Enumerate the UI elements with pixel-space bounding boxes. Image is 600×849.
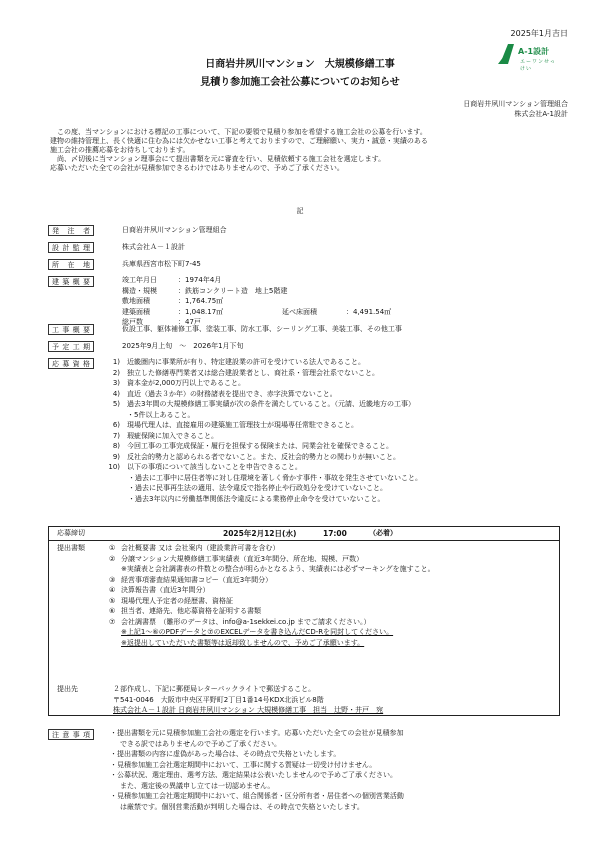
docs-list: ① 会社概要書 又は 会社案内（建設業許可書を含む） ② 分譲マンション大規模修繕工事実績表（直近3年間分、所在地、規模、戸数） ※実績表と会社調書表の件数との整合が明らかとなるよう、実績表には必ずマーキングを施すこと。 ③ 経営事項審査結果通知書コピー（直近3年間分） ④ 決算報告書（直近3年間分） ⑤ 現場代理人予定者の経歴書、資格証 ⑥ 担当者、連絡先、他応募資格を証明する書類 ⑦ 会社調書票 （雛形のデータは、info@a-1sekkei.co.jp までご請求ください。） ※上記1～⑥のPDFデータと⑦のEXCELデータを書き込んだCD-Rを同封してください。 ※返提出していただいた書類等は返却致しませんので、予めご了承願います。	[109, 544, 555, 649]
qualification-list: 1) 近畿圏内に事業所が有り、特定建設業の許可を受けている法人であること。 2) 独立した修繕専門業者又は総合建設業者とし、商社系・管理会社系でないこと。 3) 資本金が2,000万円以上であること。 4) 直近（過去３か年）の財務諸表を提出でき、赤字決算でないこと。 5) 過去3年間の大規模修繕工事実績が次の条件を満たしていること。（元請、近畿地方の工事） ・5件以上あること。 6) 現場代理人は、直接雇用の建築施工管理技士が現場専任常駐できること。 7) 瑕疵保険に加入できること。 8) 今回工事の工事完成保証・履行を担保する保険または、同業会社を確保できること。 9) 反社会的勢力と認められる者でないこと。また、反社会的勢力との関わりが無いこと。 10) 以下の事項について該当しないことを申告できること。 ・過去に工事中に居住者等に対し住環境を著しく脅かす事件・事故を発生させていないこと。 ・過去に民事再生法の適用、法令違反で指名停止や行政処分を受けていないこと。 ・過去3年以内に労働基準関係法令違反による業務停止命令を受けていないこと。	[108, 358, 422, 503]
notes-list: ・提出書類を元に見積参加施工会社の選定を行います。応募いただいた全ての会社が見積参加 できる訳ではありませんので予めご了承ください。 ・提出書類の内容に虚偽があった場合は、その時点で失格といたします。 ・見積参加施工会社選定期間中において、工事に関する質疑は一切受け付けません。 ・公募状況、選定理由、選考方法、選定結果は公表いたしませんので予めご了承ください。 また、選定後の異議申し立ては一切認めません。 ・見積参加施工会社選定期間中において、組合関係者・区分所有者・居住者への個別営業活動 は厳禁です。個別営業活動が判明した場合は、その時点で失格といたします。	[110, 729, 404, 811]
docs-note: ※上記1～⑥のPDFデータと⑦のEXCELデータを書き込んだCD-Rを同封してください。	[121, 628, 394, 636]
owner-label: 発注者	[48, 225, 94, 236]
schedule-value: 2025年9月上旬 ～ 2026年1月下旬	[122, 342, 244, 350]
docs-label: 提出書類	[57, 544, 85, 552]
deadline-note: （必着）	[369, 529, 397, 537]
ki-mark: 記	[296, 207, 304, 215]
location-label: 所在地	[48, 259, 94, 270]
page-title: 日商岩井夙川マンション 大規模修繕工事	[205, 59, 395, 70]
notes-label: 注意事項	[48, 729, 94, 740]
org-line: 株式会社A-1設計	[514, 110, 568, 118]
work-label: 工事概要	[48, 324, 94, 335]
submission-box	[48, 526, 560, 716]
destination: ２部作成し、下記に郵便局レターパックライトで郵送すること。 〒541-0046 大阪市中央区平野町2丁目1番14号KDX北浜ビル8階 株式会社Ａ－１設計 日商岩井夙川マンション 大規模修繕工事 担当 辻野・井戸 宛	[113, 685, 384, 714]
company-logo	[498, 44, 558, 72]
docs-note: ※返提出していただいた書類等は返却致しませんので、予めご了承願います。	[121, 638, 365, 647]
org-line: 日商岩井夙川マンション管理組合	[463, 100, 568, 108]
design-label: 設計監理	[48, 242, 94, 253]
work-value: 仮設工事、躯体補修工事、塗装工事、防水工事、シーリング工事、美装工事、その他工事	[122, 325, 402, 333]
building-label: 建築概要	[48, 276, 94, 287]
intro-text: この度、当マンションにおける標記の工事について、下記の要領で見積り参加を希望する施工会社の公募を行います。 建物の維持管理上、長く快適に住む為には欠かせない工事と考えておりますので、ご理解願い、実力・誠意・実績のある 施工会社の推薦応募をお待ちしております。 尚、〆切後に当マンション理事会にて提出書類を元に審査を行い、見積依頼する施工会社を選定します。 応募いただいた全ての会社が見積参加できるわけではありませんので、予めご了承ください。	[50, 128, 428, 173]
design-value: 株式会社Ａ－１設計	[122, 243, 185, 251]
logo-a-icon	[498, 44, 516, 64]
logo-name: A-1設計	[518, 47, 550, 56]
destination-label: 提出先	[57, 685, 78, 693]
qualification-label: 応募資格	[48, 358, 94, 369]
logo-sub: エーワンせっけい	[520, 59, 556, 72]
issue-date: 2025年1月吉日	[510, 29, 568, 38]
deadline-date: 2025年2月12日(水)	[223, 529, 297, 538]
page-subtitle: 見積り参加施工会社公募についてのお知らせ	[200, 77, 400, 88]
schedule-label: 予定工期	[48, 341, 94, 352]
building-spec: 竣工年月日 ：1974年4月 構造・規模 ：鉄筋コンクリート造 地上5階建 敷地面積 ：1,764.75㎡ 建築面積 ：1,048.17㎡ 延べ床面積 ：4,491.54㎡ 総戸数 ：47戸	[122, 276, 392, 326]
deadline-label: 応募締切	[57, 529, 85, 537]
location-value: 兵庫県西宮市松下町7-45	[122, 260, 201, 268]
deadline-time: 17:00	[323, 529, 347, 538]
owner-value: 日商岩井夙川マンション管理組合	[122, 226, 227, 234]
